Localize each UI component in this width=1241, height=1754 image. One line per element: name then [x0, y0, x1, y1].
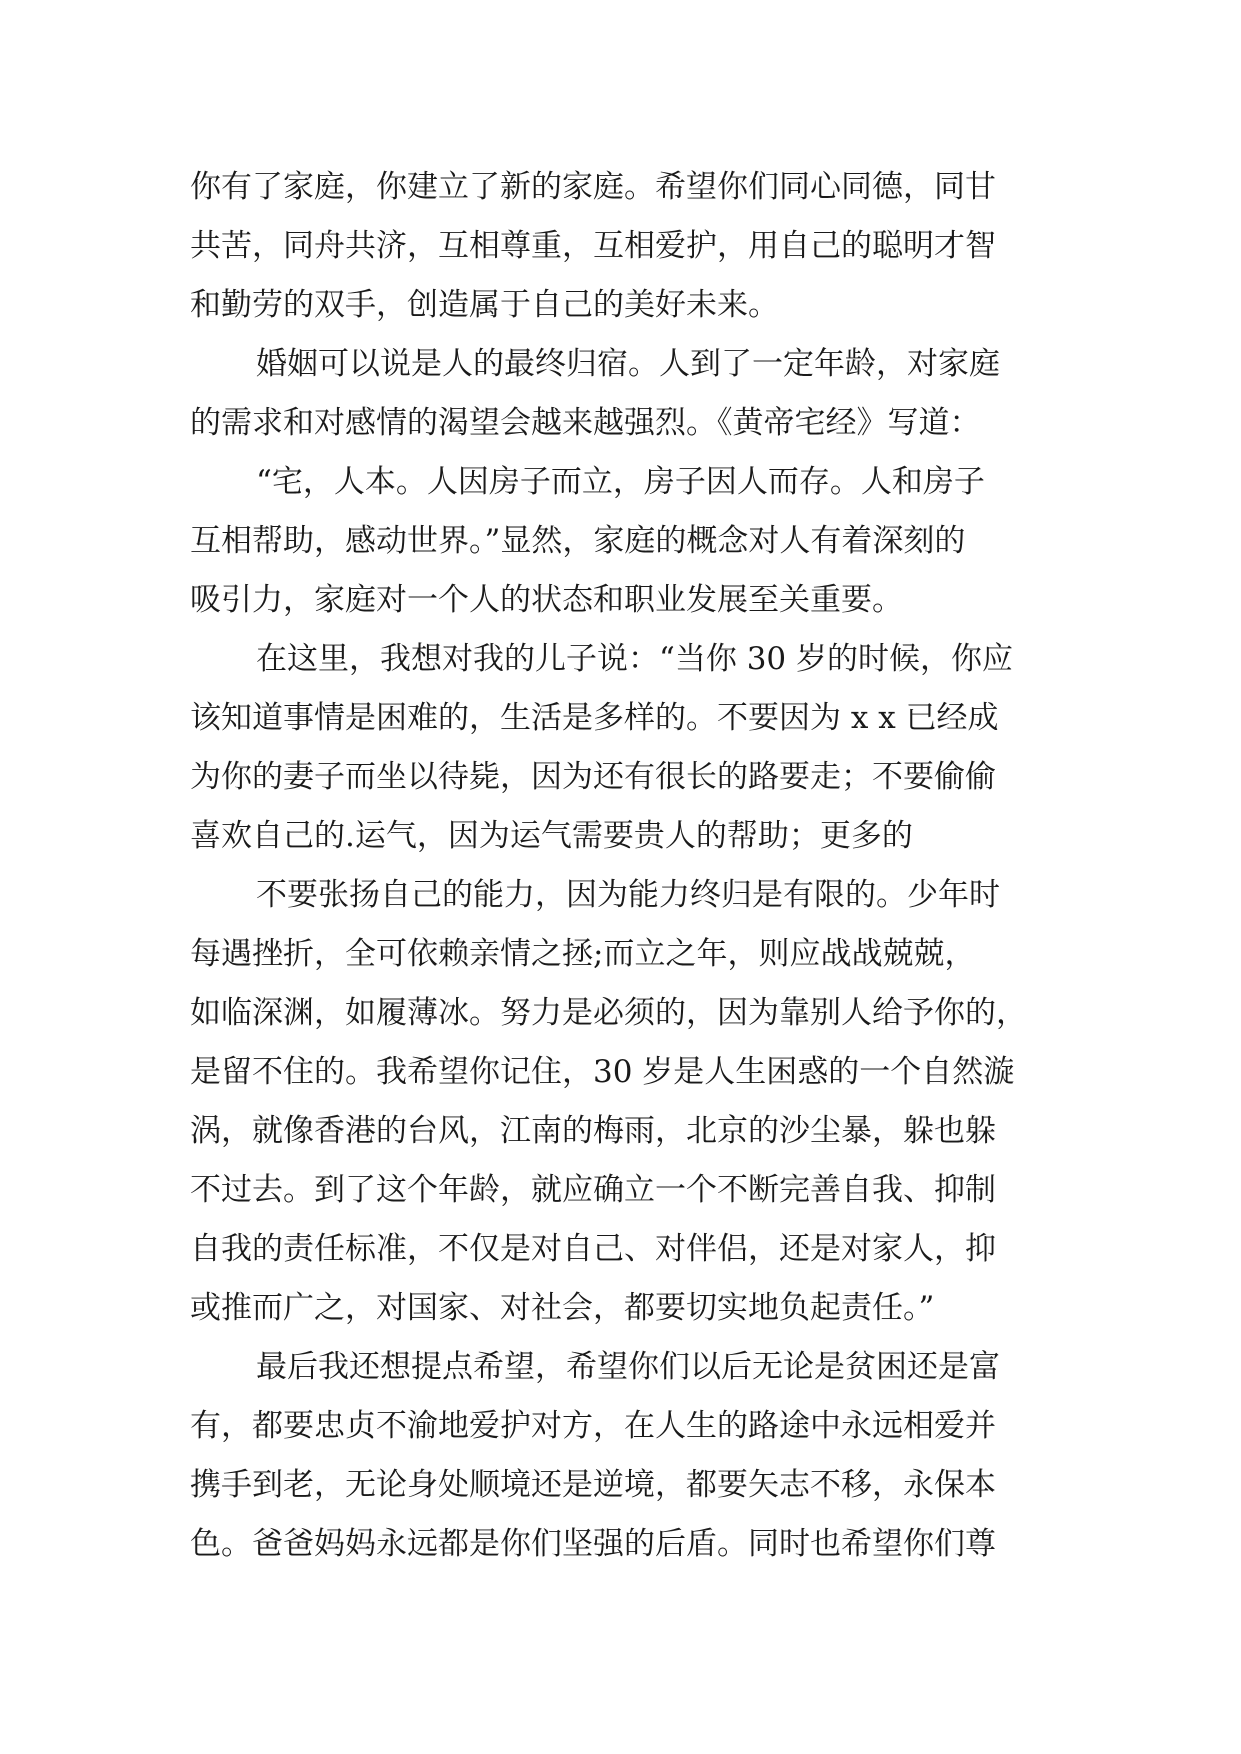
text-line: 涡，就像香港的台风，江南的梅雨，北京的沙尘暴，躲也躲: [190, 1113, 996, 1149]
text-line: 互相帮助，感动世界。”显然，家庭的概念对人有着深刻的: [190, 523, 966, 559]
text-line: 最后我还想提点希望，希望你们以后无论是贫困还是富: [256, 1349, 1000, 1385]
text-line: 有，都要忠贞不渝地爱护对方，在人生的路途中永远相爱并: [190, 1408, 996, 1444]
text-line: 或推而广之，对国家、对社会，都要切实地负起责任。”: [190, 1290, 935, 1326]
text-line: 该知道事情是困难的，生活是多样的。不要因为 x x 已经成: [190, 700, 999, 736]
document-body: [190, 158, 1050, 1574]
text-line: 共苦，同舟共济，互相尊重，互相爱护，用自己的聪明才智: [190, 228, 996, 264]
text-line: 的需求和对感情的渴望会越来越强烈。《黄帝宅经》写道：: [190, 405, 981, 441]
text-line: 每遇挫折，全可依赖亲情之拯;而立之年，则应战战兢兢，: [190, 936, 976, 972]
text-line: 在这里，我想对我的儿子说：“当你 30 岁的时候，你应: [256, 641, 1014, 677]
text-line: 携手到老，无论身处顺境还是逆境，都要矢志不移，永保本: [190, 1467, 996, 1503]
text-line: 婚姻可以说是人的最终归宿。人到了一定年龄，对家庭: [256, 346, 1000, 382]
text-line: 色。爸爸妈妈永远都是你们坚强的后盾。同时也希望你们尊: [190, 1526, 996, 1562]
text-line: 为你的妻子而坐以待毙，因为还有很长的路要走；不要偷偷: [190, 759, 996, 795]
text-line: 你有了家庭，你建立了新的家庭。希望你们同心同德，同甘: [190, 169, 996, 205]
text-line: 吸引力，家庭对一个人的状态和职业发展至关重要。: [190, 582, 903, 618]
text-line: 自我的责任标准，不仅是对自己、对伴侣，还是对家人，抑: [190, 1231, 996, 1267]
text-line: 如临深渊，如履薄冰。努力是必须的，因为靠别人给予你的，: [190, 995, 1027, 1031]
text-line: 喜欢自己的.运气，因为运气需要贵人的帮助；更多的: [190, 818, 913, 854]
text-line: 不过去。到了这个年龄，就应确立一个不断完善自我、抑制: [190, 1172, 996, 1208]
text-line: “宅，人本。人因房子而立，房子因人而存。人和房子: [256, 464, 985, 500]
text-line: 是留不住的。我希望你记住，30 岁是人生困惑的一个自然漩: [190, 1054, 1015, 1090]
text-line: 和勤劳的双手，创造属于自己的美好未来。: [190, 287, 779, 323]
text-line: 不要张扬自己的能力，因为能力终归是有限的。少年时: [256, 877, 1000, 913]
